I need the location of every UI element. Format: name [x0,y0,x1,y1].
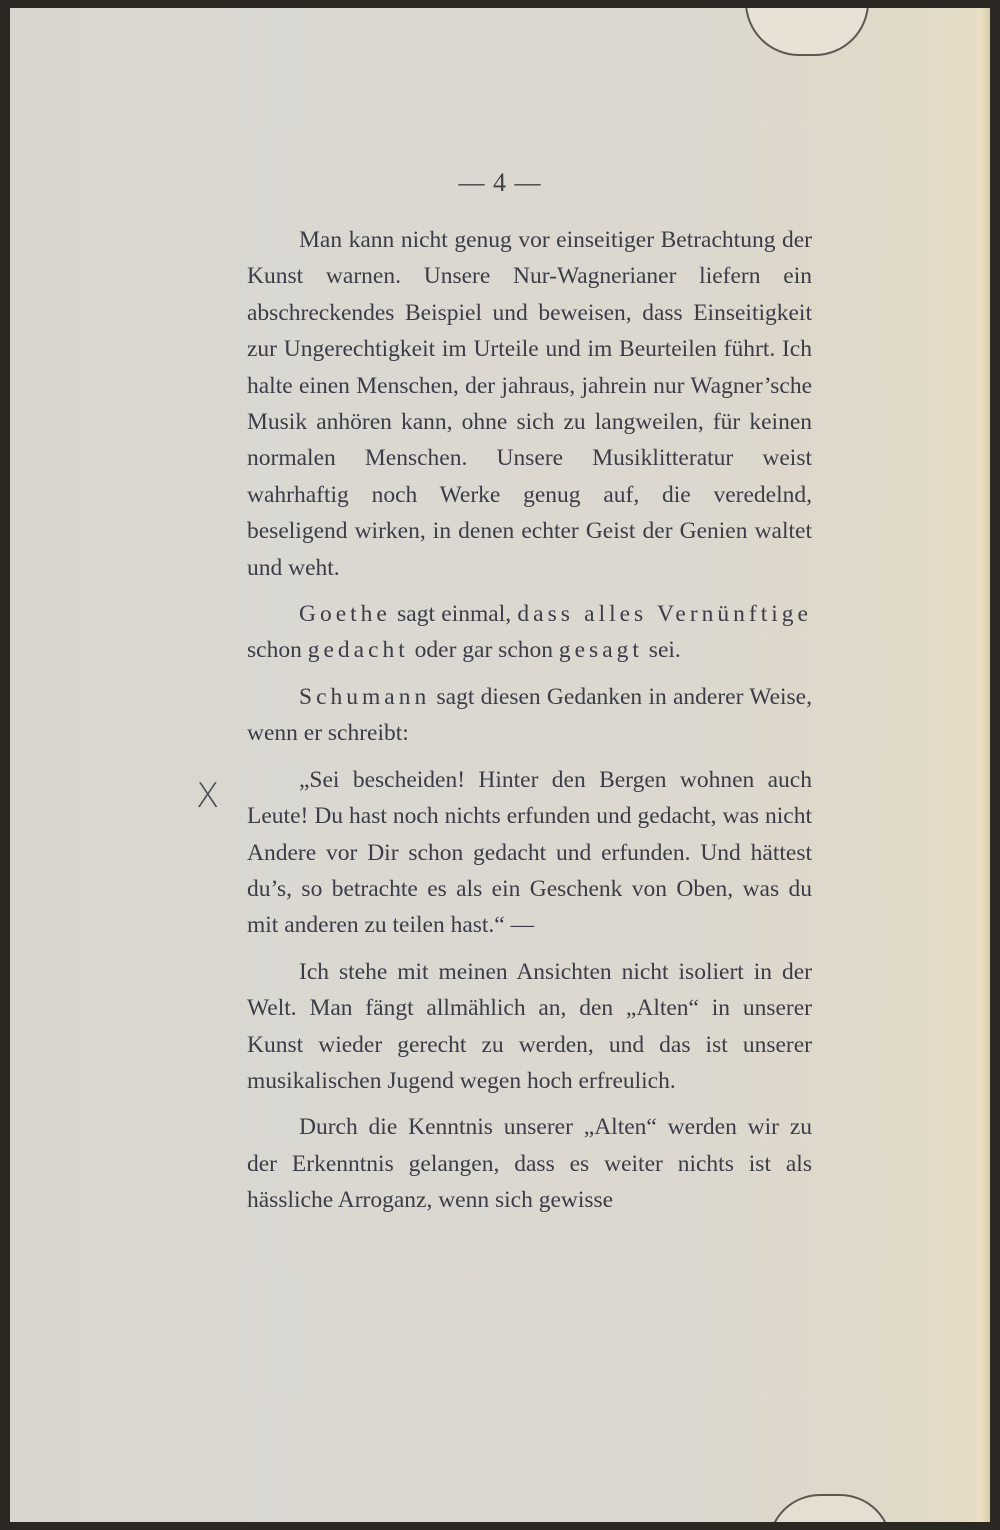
spaced-name-goethe: Goethe [299,601,391,628]
spaced-name-schumann: Schumann [299,683,431,710]
spaced-emphasis: gesagt [558,637,643,664]
paragraph-text: Ich stehe mit meinen Ansichten nicht isoliert in der Welt. Man fängt allmählich an, den „Alten“ in unserer Kunst wieder gerecht zu werden, und das ist unserer musikalischen Jugend wegen hoch erfreulich. [247,958,812,1094]
paragraph-text: sei. [642,637,681,664]
page-number: — 4 — [458,168,542,197]
paragraph [247,762,812,944]
spaced-emphasis: gedacht [307,637,409,664]
top-page-fold [745,8,869,56]
paragraph [247,954,812,1100]
margin-annotation: X [196,776,220,816]
paragraph [247,222,812,586]
quotation-text: „Sei bescheiden! Hinter den Bergen wohnen auch Leute! Du hast noch nichts erfunden und gedacht, was nicht Andere vor Dir schon gedacht und erfunden. Und hättest du’s, so betrachte es als ein Geschenk von Oben, was du mit anderen zu teilen hast.“ — [247,766,812,939]
paragraph-text: sagt einmal, [390,601,518,628]
paragraph [247,1109,812,1218]
bottom-page-fold [768,1494,892,1522]
paragraph-text: Man kann nicht genug vor einseitiger Betrachtung der Kunst warnen. Unsere Nur-Wagnerianer liefern ein abschreckendes Beispiel und beweisen, dass Einseitigkeit zur Ungerechtigkeit im Urteile und im Beurteilen führt. Ich halte einen Menschen, der jahraus, jahrein nur Wagner’sche Musik anhören kann, ohne sich zu langweilen, für keinen normalen Menschen. Unsere Musiklitteratur weist wahrhaftig noch Werke genug auf, die veredelnd, beseligend wirken, in denen echter Geist der Genien waltet und weht. [247,227,812,581]
paragraph-text: schon [247,637,308,664]
paragraph [247,679,812,752]
body-text [247,222,812,1229]
spaced-emphasis: dass alles Vernünftige [517,601,812,628]
paragraph [247,596,812,669]
page-edge [968,8,990,1522]
paragraph-text: sagt diesen Gedanken in anderer Weise, wenn er schreibt: [247,683,812,747]
paragraph-text: Durch die Kenntnis unserer „Alten“ werden wir zu der Erkenntnis gelangen, dass es weiter nichts ist als hässliche Arroganz, wenn sich gewisse [247,1114,812,1214]
paragraph-text: oder gar schon [408,637,559,664]
